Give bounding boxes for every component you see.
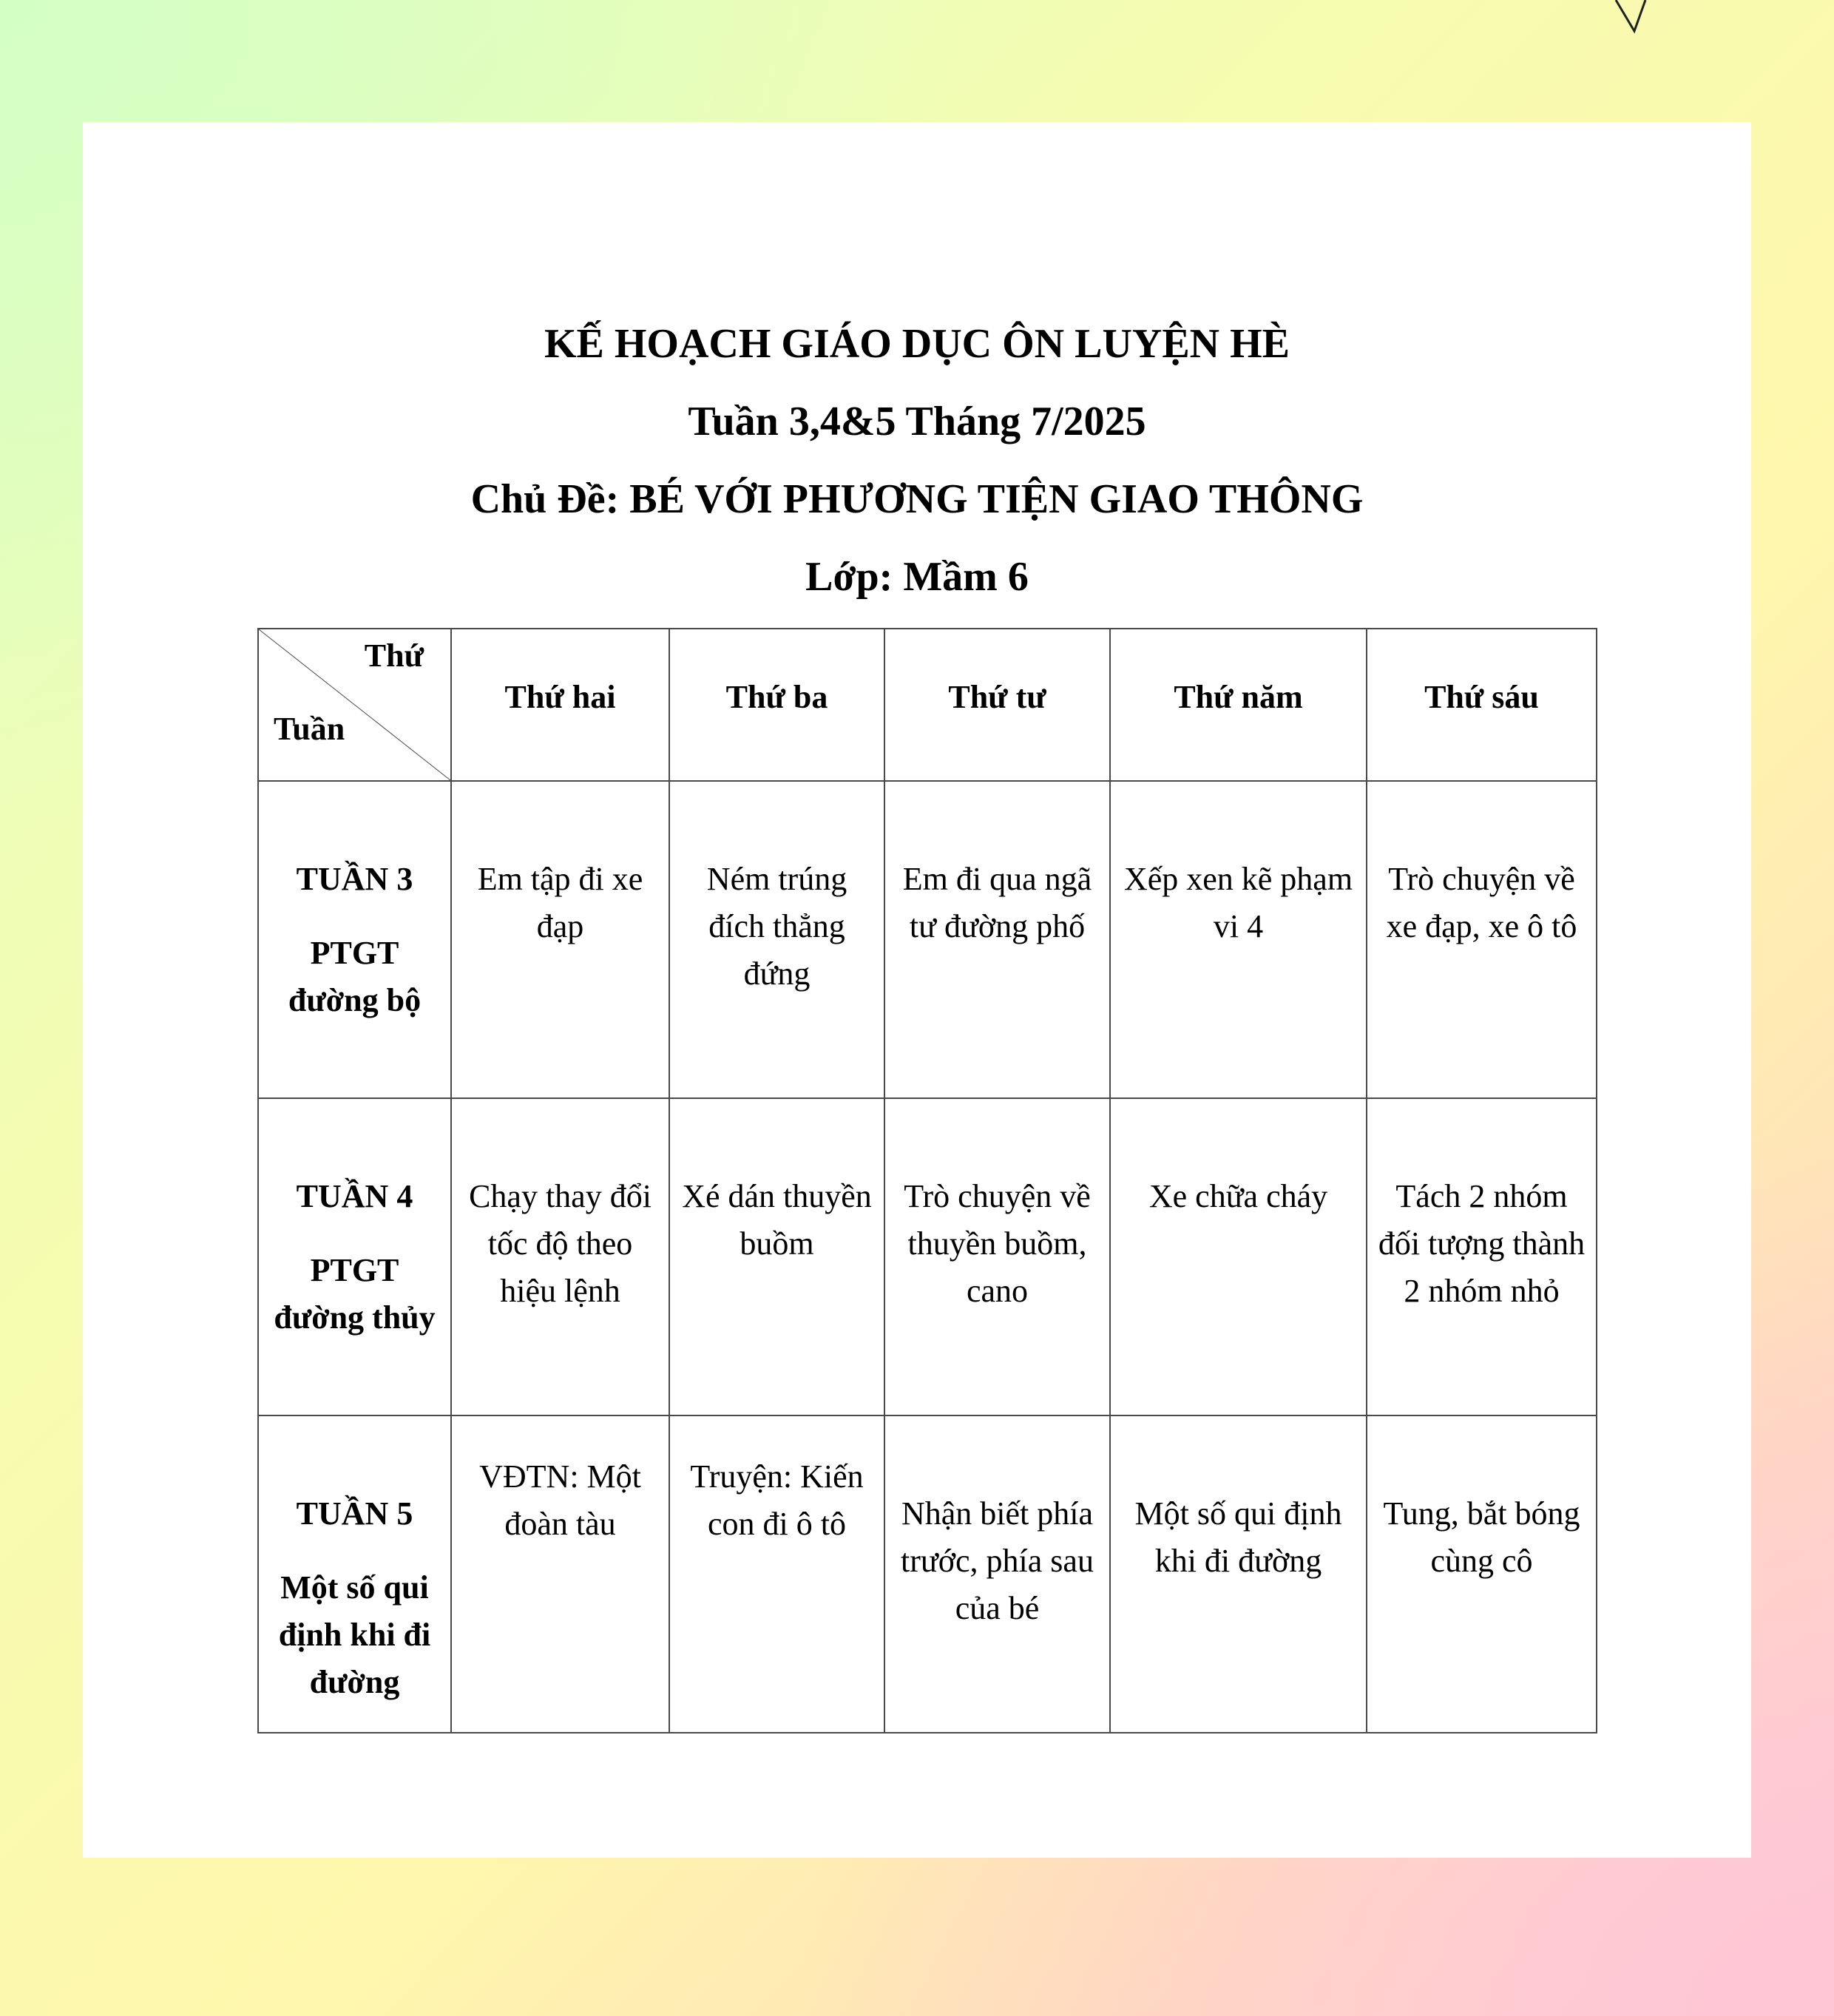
schedule-table: [257, 628, 1597, 1733]
activity-cell: Một số qui định khi đi đường: [1110, 1415, 1367, 1733]
activity-cell: Tung, bắt bóng cùng cô: [1367, 1415, 1597, 1733]
activity-cell: VĐTN: Một đoàn tàu: [451, 1415, 669, 1733]
topic-heading: Chủ Đề: BÉ VỚI PHƯƠNG TIỆN GIAO THÔNG: [470, 476, 1364, 522]
activity-cell: Xếp xen kẽ phạm vi 4: [1110, 781, 1367, 1098]
page-subtitle: Tuần 3,4&5 Tháng 7/2025: [688, 399, 1146, 444]
week-label: TUẦN 4: [296, 1178, 413, 1214]
week-cell: [258, 1415, 451, 1733]
corner-header-cell: [258, 629, 451, 781]
activity-cell: Nhận biết phía trước, phía sau của bé: [884, 1415, 1110, 1733]
document-page: [83, 122, 1751, 1858]
table-row: [258, 1098, 1597, 1415]
day-header: Thứ tư: [884, 629, 1110, 781]
activity-cell: Chạy thay đổi tốc độ theo hiệu lệnh: [451, 1098, 669, 1415]
week-theme: PTGT đường bộ: [288, 935, 422, 1018]
day-header: Thứ ba: [669, 629, 884, 781]
activity-cell: Xe chữa cháy: [1110, 1098, 1367, 1415]
activity-cell: Ném trúng đích thẳng đứng: [669, 781, 884, 1098]
table-row: [258, 1415, 1597, 1733]
activity-cell: Trò chuyện về thuyền buồm, cano: [884, 1098, 1110, 1415]
table-row: [258, 781, 1597, 1098]
week-theme: PTGT đường thủy: [274, 1252, 436, 1336]
activity-cell: Tách 2 nhóm đối tượng thành 2 nhóm nhỏ: [1367, 1098, 1597, 1415]
day-header: Thứ hai: [451, 629, 669, 781]
day-header: Thứ sáu: [1367, 629, 1597, 781]
week-label: TUẦN 3: [296, 861, 413, 897]
activity-cell: Em đi qua ngã tư đường phố: [884, 781, 1110, 1098]
corner-decoration-icon: [1601, 0, 1668, 35]
activity-cell: Truyện: Kiến con đi ô tô: [669, 1415, 884, 1733]
week-theme: Một số qui định khi đi đường: [278, 1569, 431, 1700]
table-header-row: [258, 629, 1597, 781]
corner-day-label: Thứ: [364, 637, 424, 674]
class-heading: Lớp: Mầm 6: [805, 554, 1029, 600]
week-label: TUẦN 5: [296, 1495, 413, 1532]
day-header: Thứ năm: [1110, 629, 1367, 781]
activity-cell: Xé dán thuyền buồm: [669, 1098, 884, 1415]
week-cell: [258, 781, 451, 1098]
corner-week-label: Tuần: [274, 711, 345, 748]
activity-cell: Em tập đi xe đạp: [451, 781, 669, 1098]
activity-cell: Trò chuyện về xe đạp, xe ô tô: [1367, 781, 1597, 1098]
week-cell: [258, 1098, 451, 1415]
page-title: KẾ HOẠCH GIÁO DỤC ÔN LUYỆN HÈ: [544, 321, 1290, 367]
